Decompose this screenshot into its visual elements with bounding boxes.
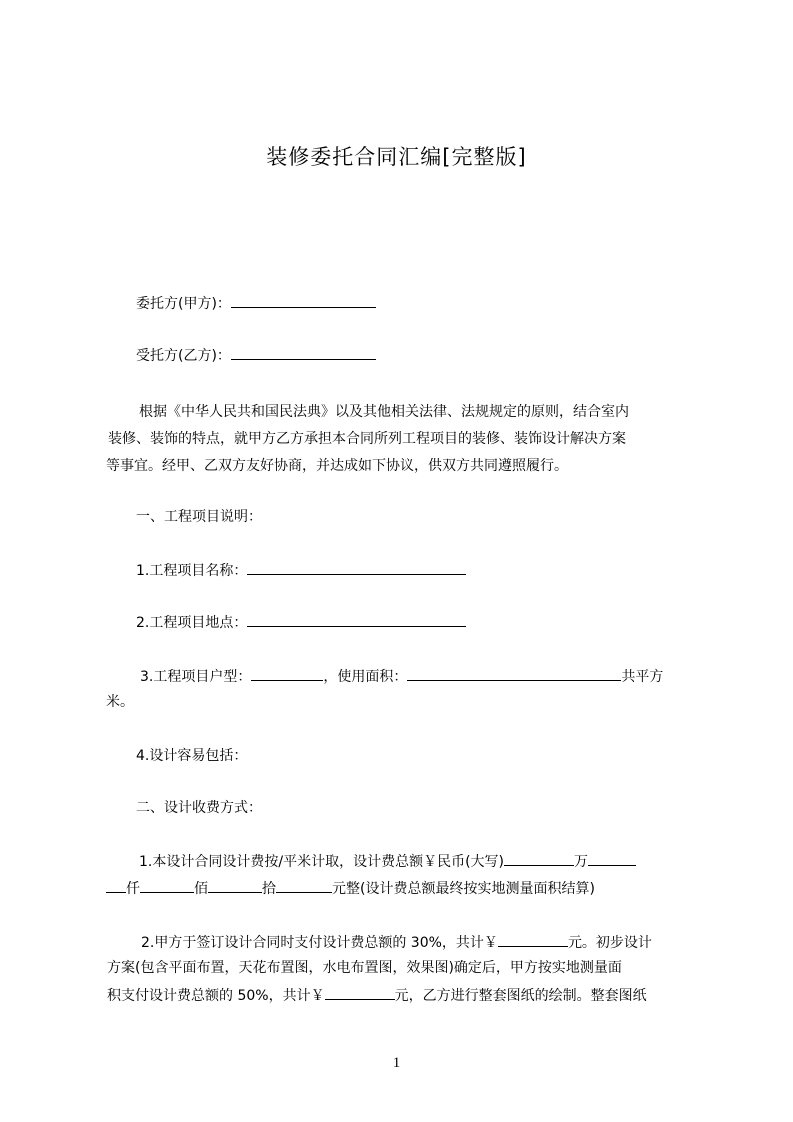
- fee-text-a: 1.本设计合同设计费按/平米计取，设计费总额￥民币(大写): [139, 854, 504, 870]
- fee-text-wan: 万: [574, 854, 588, 870]
- usable-area-blank[interactable]: [407, 666, 621, 681]
- fee-wan-blank[interactable]: [504, 851, 574, 866]
- payment-second-blank[interactable]: [325, 985, 395, 1000]
- project-location-blank[interactable]: [247, 612, 466, 627]
- fee-line-2: [106, 878, 595, 899]
- project-name-label: 1.工程项目名称：: [136, 563, 248, 579]
- page-title: 装修委托合同汇编[完整版]: [266, 145, 527, 169]
- fee-yuan-blank[interactable]: [276, 878, 332, 893]
- fee-text-bai: 佰: [194, 881, 208, 897]
- project-type-label: 3.工程项目户型：: [140, 669, 252, 685]
- payment-text-b: 元。初步设计: [567, 935, 652, 951]
- fee-line-1: [139, 851, 636, 872]
- fee-shi-blank[interactable]: [208, 878, 262, 893]
- payment-line-2: 方案(包含平面布置，天花布置图，水电布置图，效果图)确定后，甲方按实地测量面: [107, 960, 622, 976]
- party-a-label: 委托方(甲方)：: [136, 296, 231, 312]
- project-type-line: [140, 666, 663, 687]
- payment-line-3: [107, 985, 647, 1006]
- payment-first-blank[interactable]: [498, 932, 568, 947]
- project-type-blank[interactable]: [251, 666, 323, 681]
- fee-qian-blank-b[interactable]: [106, 878, 126, 893]
- intro-line-1: 根据《中华人民共和国民法典》以及其他相关法律、法规规定的原则，结合室内: [139, 404, 629, 420]
- party-a-blank[interactable]: [231, 293, 376, 308]
- project-location-label: 2.工程项目地点：: [136, 615, 248, 631]
- fee-qian-blank-a[interactable]: [588, 851, 636, 866]
- payment-text-d: 元，乙方进行整套图纸的绘制。整套图纸: [394, 988, 647, 1004]
- usable-area-label: ，使用面积：: [323, 669, 408, 685]
- page-number: 1: [392, 1055, 401, 1071]
- party-b-label: 受托方(乙方)：: [136, 348, 231, 364]
- fee-text-shi: 拾: [262, 881, 276, 897]
- square-label: 共平方: [621, 669, 664, 685]
- fee-text-f: 元整(设计费总额最终按实地测量面积结算): [332, 881, 595, 897]
- section-1-heading: 一、工程项目说明：: [136, 509, 262, 525]
- intro-line-3: 等事宜。经甲、乙双方友好协商，并达成如下协议，供双方共同遵照履行。: [106, 458, 568, 474]
- project-name-line: [136, 560, 466, 581]
- intro-line-2: 装修、装饰的特点，就甲方乙方承担本合同所列工程项目的装修、装饰设计解决方案: [108, 431, 626, 447]
- fee-text-qian: 仟: [126, 881, 140, 897]
- fee-bai-blank[interactable]: [140, 878, 194, 893]
- party-b-blank[interactable]: [231, 345, 376, 360]
- party-b-line: [136, 345, 376, 366]
- project-type-line-2: 米。: [106, 694, 134, 710]
- project-name-blank[interactable]: [247, 560, 466, 575]
- design-content-line: 4.设计容易包括：: [136, 748, 248, 764]
- party-a-line: [136, 293, 376, 314]
- project-location-line: [136, 612, 466, 633]
- payment-line-1: [141, 932, 652, 953]
- payment-text-a: 2.甲方于签订设计合同时支付设计费总额的 30%，共计￥: [141, 935, 498, 951]
- section-2-heading: 二、设计收费方式：: [136, 800, 262, 816]
- payment-text-c: 积支付设计费总额的 50%，共计￥: [107, 988, 325, 1004]
